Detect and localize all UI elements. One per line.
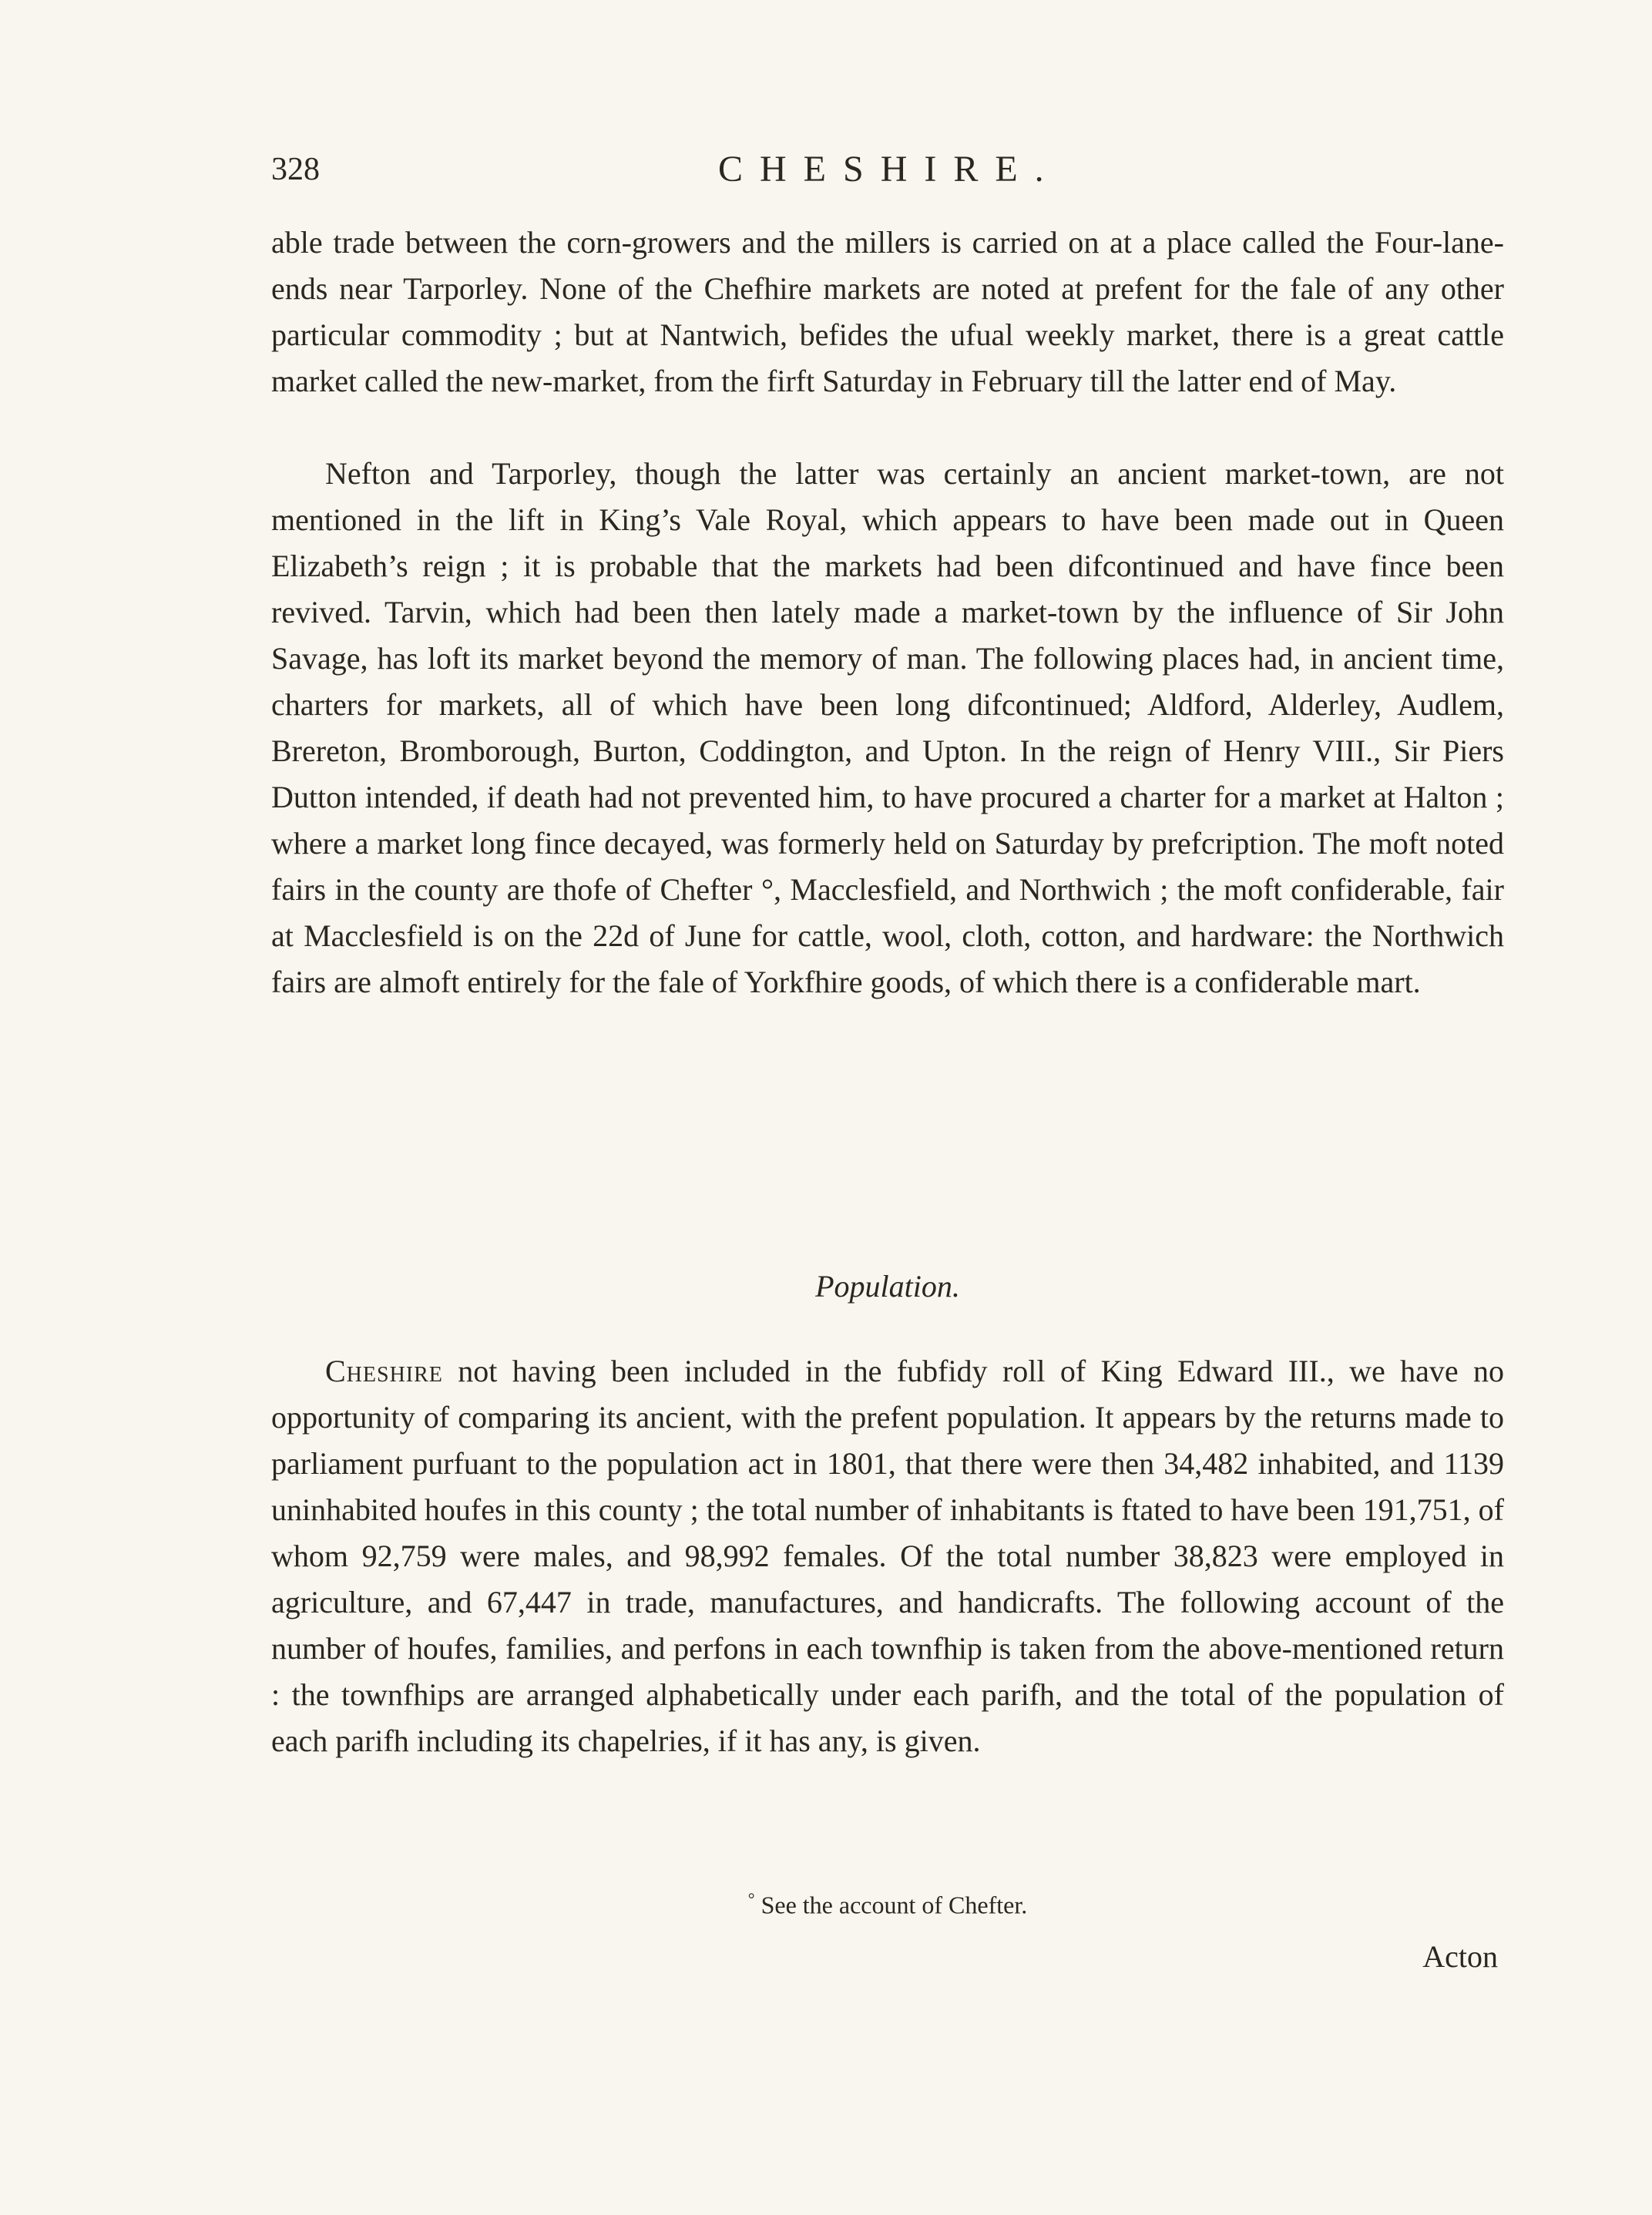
footnote-text: See the account of Chefter.: [754, 1891, 1028, 1919]
section-heading: Population.: [815, 1269, 960, 1304]
page-header: [271, 146, 1496, 200]
paragraph-text: [271, 1348, 1504, 1764]
paragraph-towns-and-fairs: [271, 451, 1504, 1005]
paragraph-body: not having been included in the fubfidy roll of King Edward III., we have no opportunity of comparing its ancient, with the prefent population. It appears by the returns made to parliament purfuant to the population act in 1801, that there were then 34,482 inhabited, and 1139 uninhabited houfes in this county ; the total number of inhabitants is ftated to have been 191,751, of whom 92,759 were males, and 98,992 females. Of the total number 38,823 were employed in agriculture, and 67,447 in trade, manufactures, and handicrafts. The following account of the number of houfes, families, and perfons in each townfhip is taken from the above-mentioned return : the townfhips are arranged alphabetically under each parifh, and the total of the population of each parifh including its chapelries, if it has any, is given.: [271, 1354, 1504, 1758]
paragraph-text: Nefton and Tarporley, though the latter was certainly an ancient market-town, are not mentioned in the lift in King’s Vale Royal, which appears to have been made out in Queen Elizabeth’s reign ; it is probable that the markets had been difcontinued and have fince been revived. Tarvin, which had been then lately made a market-town by the influence of Sir John Savage, has loft its market beyond the memory of man. The following places had, in ancient time, charters for markets, all of which have been long difcontinued; Aldford, Alderley, Audlem, Brereton, Bromborough, Burton, Coddington, and Upton. In the reign of Henry VIII., Sir Piers Dutton intended, if death had not prevented him, to have procured a charter for a market at Halton ; where a market long fince decayed, was formerly held on Saturday by prefcription. The moft noted fairs in the county are thofe of Chefter °, Macclesfield, and Northwich ; the moft confiderable, fair at Macclesfield is on the 22d of June for cattle, wool, cloth, cotton, and hardware: the Northwich fairs are almoft entirely for the fale of Yorkfhire goods, of which there is a confiderable mart.: [271, 456, 1504, 999]
footnote-marker: °: [747, 1889, 755, 1908]
paragraph-text: able trade between the corn-growers and the millers is carried on at a place called the Four-lane-ends near Tarporley. None of the Chefhire markets are noted at prefent for the fale of any other particular commodity ; but at Nantwich, befides the ufual weekly market, there is a great cattle market called the new-market, from the firft Saturday in February till the latter end of May.: [271, 225, 1504, 398]
paragraph-lead-word: Cheshire: [325, 1354, 443, 1388]
catchword: Acton: [1422, 1939, 1498, 1974]
paragraph-markets-continued: [271, 220, 1504, 404]
running-head: CHESHIRE.: [718, 149, 1061, 190]
footnote: [271, 1880, 1504, 1925]
page-number: 328: [271, 152, 320, 187]
paragraph-population: [271, 1348, 1504, 1764]
